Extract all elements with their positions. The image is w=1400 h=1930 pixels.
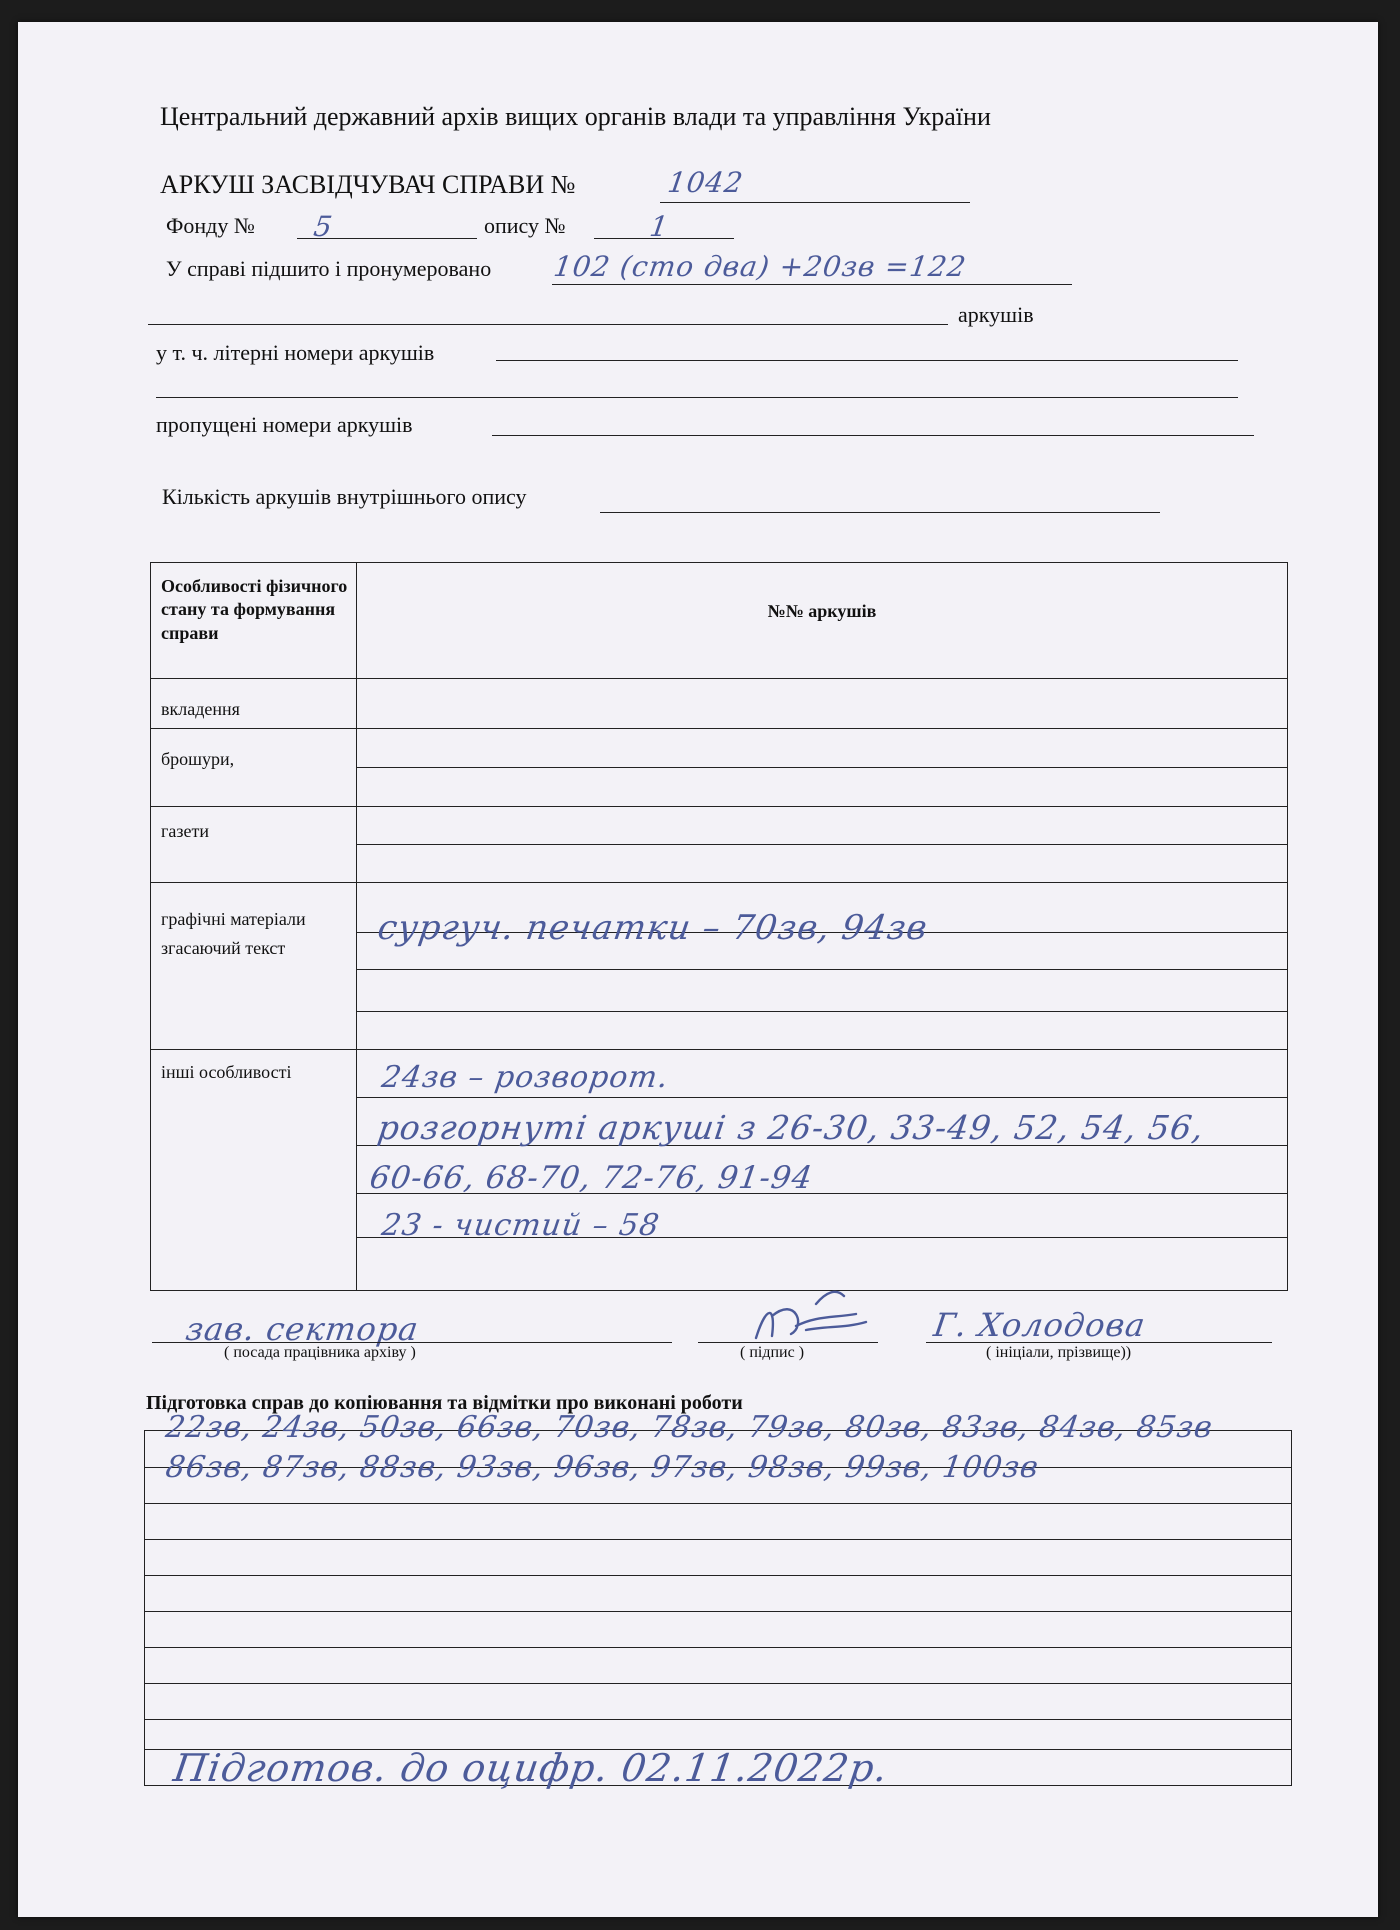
copy-prep-rule <box>145 1539 1291 1540</box>
row-label-cell <box>151 1050 357 1291</box>
row-value-cell <box>357 1238 1288 1291</box>
signature <box>736 1286 876 1350</box>
copy-prep-line-2: 86зв, 87зв, 88зв, 93зв, 96зв, 97зв, 98зв, 99зв, 100зв <box>163 1450 1042 1485</box>
position-value: зав. сектора <box>183 1310 422 1348</box>
copy-prep-rule <box>145 1575 1291 1576</box>
copy-prep-final-note: Підготов. до оцифр. 02.11.2022р. <box>170 1746 891 1790</box>
copy-prep-line-1: 22зв, 24зв, 50зв, 66зв, 70зв, 78зв, 79зв, 80зв, 83зв, 84зв, 85зв <box>163 1410 1216 1445</box>
col1-header: Особливості фізичного стану та формування справи <box>161 576 348 643</box>
internal-inventory-line <box>600 512 1160 513</box>
fond-label: Фонду № <box>166 213 255 238</box>
name-value: Г. Холодова <box>931 1306 1149 1344</box>
stitched-label: У справі підшито і пронумеровано <box>166 256 492 281</box>
col1-header-cell <box>151 563 357 679</box>
copy-prep-rule <box>145 1647 1291 1648</box>
form-title: АРКУШ ЗАСВІДЧУВАЧ СПРАВИ № <box>160 170 576 199</box>
name-line <box>926 1342 1272 1343</box>
case-number-line <box>660 202 970 203</box>
row-value-cell <box>357 970 1288 1012</box>
stitched-line-2 <box>148 324 948 325</box>
row-value-cell <box>357 845 1288 883</box>
missing-numbers-line <box>492 435 1254 436</box>
opys-label: опису № <box>484 213 566 238</box>
letter-numbers-label: у т. ч. літерні номери аркушів <box>156 340 435 365</box>
missing-numbers-label: пропущені номери аркушів <box>156 412 413 437</box>
sheets-word: аркушів <box>958 302 1034 327</box>
copy-prep-rule <box>145 1611 1291 1612</box>
name-caption: ( ініціали, прізвище)) <box>986 1344 1132 1361</box>
copy-prep-title: Підготовка справ до копіювання та відмітки про виконані роботи <box>146 1392 743 1414</box>
letter-numbers-line-2 <box>156 397 1238 398</box>
other-value-line-3: 60-66, 68-70, 72-76, 91-94 <box>367 1160 816 1196</box>
other-value-line-2: розгорнуті аркуші з 26-30, 33-49, 52, 54, 56, <box>375 1108 1207 1147</box>
row-label-cell <box>151 729 357 807</box>
row-label-other: інші особливості <box>161 1062 292 1082</box>
row-label-vkladennya: вкладення <box>161 699 240 719</box>
row-label-graphic: графічні матеріали <box>161 909 306 929</box>
archive-name: Центральний державний архів вищих органів влади та управління України <box>160 102 991 131</box>
stitched-value: 102 (сто два) +20зв =122 <box>551 250 969 283</box>
signature-line <box>698 1342 878 1343</box>
copy-prep-rule <box>145 1503 1291 1504</box>
internal-inventory-label: Кількість аркушів внутрішнього опису <box>162 484 527 509</box>
row-value-cell <box>357 768 1288 807</box>
col2-header: №№ аркушів <box>767 601 877 621</box>
row-label-cell <box>151 883 357 1050</box>
row-value-cell <box>357 679 1288 729</box>
letter-numbers-line <box>496 360 1238 361</box>
row-label-cell <box>151 807 357 883</box>
stitched-line <box>552 284 1072 285</box>
row-label-broshury: брошури, <box>161 749 235 769</box>
document-sheet <box>18 22 1378 1917</box>
row-value-cell <box>357 807 1288 845</box>
col2-header-cell <box>357 563 1288 679</box>
copy-prep-rule <box>145 1719 1291 1720</box>
other-value-line-1: 24зв – розворот. <box>379 1060 671 1095</box>
row-value-cell <box>357 1012 1288 1050</box>
other-value-line-4: 23 - чистий – 58 <box>379 1208 662 1243</box>
position-caption: ( посада працівника архіву ) <box>224 1344 416 1361</box>
copy-prep-rule <box>145 1683 1291 1684</box>
row-value-cell <box>357 729 1288 768</box>
fond-value: 5 <box>311 210 336 243</box>
signature-caption: ( підпис ) <box>740 1344 805 1361</box>
row-label-cell <box>151 679 357 729</box>
graphic-value-text: сургуч. печатки – 70зв, 94зв <box>375 908 931 948</box>
row-label-gazety: газети <box>161 821 209 841</box>
case-number-handwritten: 1042 <box>665 166 746 199</box>
row-label-fading-text: згасаючий текст <box>161 938 286 958</box>
opys-value: 1 <box>647 210 672 243</box>
position-line <box>152 1342 672 1343</box>
